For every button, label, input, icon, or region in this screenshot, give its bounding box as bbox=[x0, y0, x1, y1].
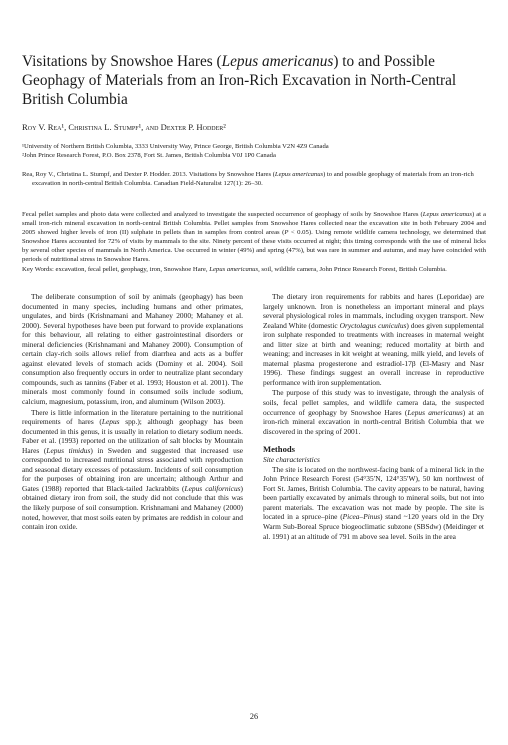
keywords-species: Lepus americanus bbox=[209, 266, 259, 273]
keywords-text: excavation, fecal pellet, geophagy, iron, Snowshoe Hare, bbox=[53, 266, 210, 273]
title-text-part: Visitations by Snowshoe Hares ( bbox=[22, 53, 222, 70]
right-column bbox=[263, 292, 484, 541]
title-species-name: Lepus americanus bbox=[221, 53, 334, 70]
body-paragraph: The deliberate consumption of soil by animals (geophagy) has been documented in many species, including humans and other primates, ungulates, and birds (Krishnamani and Mahaney 2000; Mahaney et al. 2000). Several hypotheses have been put forward to provide explanations for this behaviour, all relating to either gastrointestinal disorders or mineral deficiencies (Krishnamani and Mahaney 2000). Consumption of certain clay-rich soils allows relief from diarrhea and acts as a buffer against elevated levels of stomach acids (Dominy et al. 2004). Soil consumption also frequently occurs in order to neutralize plant secondary compounds, such as tannins (Faber et al. 1993; Houston et al. 2001). The minerals most commonly found in consumed soils include sodium, calcium, magnesium, potassium, iron, and aluminum (Wilson 2003). bbox=[22, 292, 243, 407]
abstract-text: ) at a small iron-rich mineral excavation in north-central British Columbia. Pellet samples from Snowshoe Hares collected near the excavation site in both February 2004 and 2005 showed higher levels of iron (II) sulphate in pellets than in samples from control areas ( bbox=[22, 211, 487, 237]
page-number: 26 bbox=[249, 712, 259, 721]
abstract-p-value: P bbox=[284, 229, 289, 237]
abstract bbox=[22, 210, 486, 264]
keywords bbox=[22, 265, 508, 274]
species-name: Lepus timidus bbox=[46, 445, 91, 455]
citation bbox=[22, 171, 496, 189]
body-text: There is little information in the literature pertaining to the nutritional requirements of hares ( bbox=[22, 407, 243, 427]
affiliations bbox=[22, 142, 486, 161]
body-text: ) in Sweden and suggested that increased use corresponded to increased nutritional stress associated with reproduction and seasonal dietary excesses of potassium. Incidents of soil consumption for the purposes of obtaining iron are uncertain; although Arthur and Gates (1988) reported that Black-tailed Jackrabbits ( bbox=[22, 445, 243, 493]
body-paragraph bbox=[263, 388, 484, 436]
citation-text: Rea, Roy V., Christina L. Stumpf, and Dexter P. Hodder. 2013. Visitations by Snowshoe Hares ( bbox=[22, 171, 275, 178]
left-column bbox=[22, 292, 243, 532]
body-paragraph bbox=[263, 292, 484, 387]
citation-text: ) to and possible geophagy of materials from an iron-rich excavation in north-central British Columbia. Canadian Field-Naturalist 127(1): 26–30. bbox=[32, 171, 474, 187]
body-text: spp.); although geophagy has been documented in this genus, it is usually in relation to dietary sodium needs. Faber et al. (1993) reported on the utilization of salt blocks by Mountain Hares ( bbox=[22, 417, 243, 455]
species-name: Lepus americanus bbox=[407, 407, 463, 417]
genus-name: Picea bbox=[342, 512, 360, 522]
abstract-text: Fecal pellet samples and photo data were collected and analyzed to investigate the suspected occurrence of geophagy of soils by Snowshoe Hares ( bbox=[22, 211, 423, 218]
body-text: The site is located on the northwest-facing bank of a mineral lick in the John Prince Research Forest (54°35′N, 124°35′W), 50 km northwest of Fort St. James, British Columbia. The cavity appears to be natural, having been partially excavated by animals through to mineral soils, but not into parent materials. The excavation was not made by people. The site is located in a spruce–pine ( bbox=[263, 464, 484, 522]
article-title bbox=[22, 52, 482, 109]
abstract-species: Lepus americanus bbox=[422, 211, 472, 218]
affiliation-1: ¹University of Northern British Columbia, 3333 University Way, Prince George, British Columbia V2N 4Z9 Canada bbox=[22, 143, 329, 150]
genus-name: Pinus bbox=[363, 512, 381, 522]
section-heading-methods: Methods bbox=[263, 444, 295, 455]
species-name: Lepus bbox=[101, 417, 120, 427]
subsection-heading-site: Site characteristics bbox=[263, 455, 320, 465]
title-text-part: ) to and Possible Geophagy of Materials from an Iron-Rich Excavation in North-Central British Columbia bbox=[22, 53, 457, 108]
species-name: Oryctolagus cuniculus bbox=[339, 320, 407, 330]
body-text: ) stand ~120 years old in the Dry Warm Sub-Boreal Spruce biogeoclimatic subzone (SBSdw) (Meidinger et al. 1991) at an altitude of 791 m above sea level. Soils in the area bbox=[263, 512, 484, 541]
body-text: ) obtained dietary iron from soil, the study did not conclude that this was the likely purpose of soil consumption. Krishnamani and Mahaney (2000) noted, however, that most soils eaten by primates are reddish in colour and contain iron oxide. bbox=[22, 483, 243, 532]
keywords-label: Key Words: bbox=[22, 266, 54, 273]
body-paragraph bbox=[22, 408, 243, 532]
body-text: ) does given supplemental iron sulphate responded to treatments with increases in maternal weight and litter size at birth and weaning; reduced mortality at birth and weaning; and increases in kit weight at weaning, milk yield, and levels of maternal plasma progesterone and estradiol-17β (El-Masry and Nasr 1996). These findings suggest an overall increase in reproductive performance with iron supplementation. bbox=[263, 320, 484, 387]
body-paragraph bbox=[263, 465, 484, 541]
affiliation-2: ²John Prince Research Forest, P.O. Box 2378, Fort St. James, British Columbia V0J 1P0 Canada bbox=[22, 152, 276, 160]
citation-species: Lepus americanus bbox=[274, 171, 324, 178]
body-text: ) at an iron-rich mineral excavation in north-central British Columbia that we discovered in the spring of 2001. bbox=[263, 407, 485, 436]
author-list: Roy V. Rea¹, Christina L. Stumpf¹, and Dexter P. Hodder² bbox=[22, 122, 226, 132]
body-text: The purpose of this study was to investigate, through the analysis of soils, fecal pellet samples, and wildlife camera data, the suspected occurrence of geophagy by Snowshoe Hares ( bbox=[263, 388, 484, 417]
species-name: Lepus californicus bbox=[184, 483, 241, 493]
body-text: – bbox=[359, 512, 364, 522]
keywords-text: , soil, wildlife camera, John Prince Research Forest, British Columbia. bbox=[258, 266, 447, 273]
abstract-text: < 0.05). Using remote wildlife camera technology, we determined that Snowshoe Hares accounted for 72% of visits by mammals to the site. Ninety percent of these visits occurred at night; this timing corresponds with the use of mineral licks by several other species of mammals in North America. Use occurred in winter (49%) and spring (47%), but was rare in summer and autumn, and may have coincided with periods of nutritional stress in Snowshoe Hares. bbox=[22, 229, 486, 264]
body-text: The dietary iron requirements for rabbits and hares (Leporidae) are largely unknown. Iron is nonetheless an important mineral and plays several physiological roles in mammals, including oxygen transport. New Zealand White (domestic bbox=[263, 292, 484, 330]
